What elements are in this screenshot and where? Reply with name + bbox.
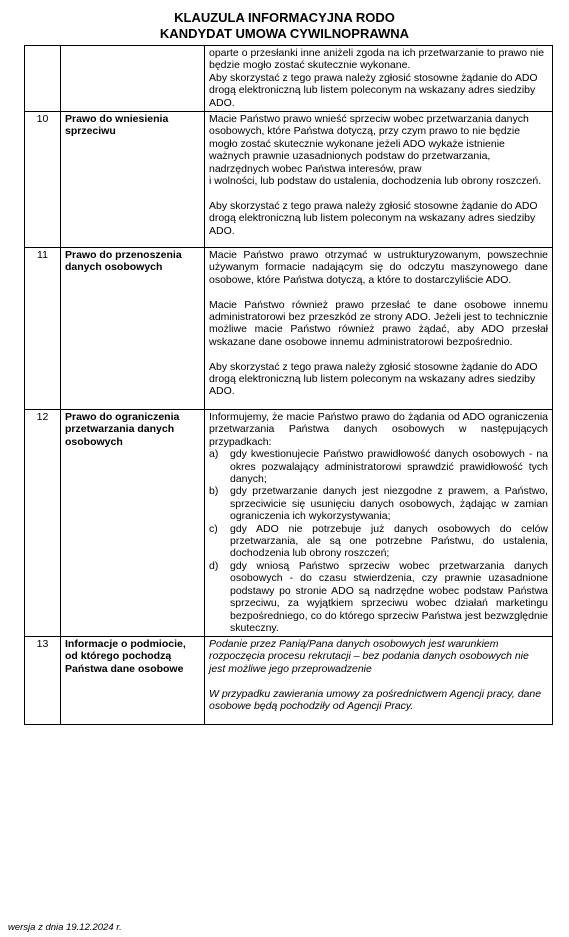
page-title xyxy=(0,10,569,42)
list-item xyxy=(209,523,548,560)
list-item xyxy=(209,448,548,485)
paragraph: Aby skorzystać z tego prawa należy zgłosić stosowne żądanie do ADO drogą elektroniczną lub listem poleconym na wskazany adres siedziby ADO. xyxy=(209,199,538,237)
paragraph: Macie Państwo prawo otrzymać w ustrukturyzowanym, powszechnie używanym formacie nadającym się do odczytu maszynowego dane osobowe, które Państwa dotyczą, a które to dostarczyliście ADO. xyxy=(209,249,548,286)
paragraph: Informujemy, że macie Państwo prawo do żądania od ADO ograniczenia przetwarzania Państwa danych osobowych w następujących przypadkach: xyxy=(209,411,548,448)
row-number xyxy=(25,46,61,112)
table-row xyxy=(25,46,553,112)
right-name: Prawo do wniesienia sprzeciwu xyxy=(61,112,205,248)
right-name: Prawo do przenoszenia danych osobowych xyxy=(61,248,205,410)
paragraph: W przypadku zawierania umowy za pośrednictwem Agencji pracy, dane osobowe będą pochodziły od Agencji Pracy. xyxy=(209,687,542,713)
list-item xyxy=(209,560,548,634)
paragraph: i wolności, lub podstaw do ustalenia, dochodzenia lub obrony roszczeń. xyxy=(209,175,542,188)
table-row xyxy=(25,410,553,637)
list-item-text: gdy kwestionujecie Państwo prawidłowość danych osobowych - na okres pozwalający administratorowi sprawdzić prawidłowość tych danych; xyxy=(230,448,548,486)
paragraph: Macie Państwo prawo wnieść sprzeciw wobec przetwarzania danych osobowych, które Państwa dotyczą, przy czym prawo to nie będzie mogło zostać skutecznie wykonane jeżeli ADO wykaże istnienie ważnych prawnie uzasadnionych podstaw do przetwarzania, nadrzędnych wobec Państwa interesów, praw xyxy=(209,113,529,175)
version-note: wersja z dnia 19.12.2024 r. xyxy=(8,922,122,933)
list-item xyxy=(209,485,548,522)
case-list xyxy=(209,448,548,634)
list-item-text: gdy wniosą Państwo sprzeciw wobec przetwarzania danych osobowych - do czasu stwierdzenia, czy prawnie uzasadnione podstawy po stronie ADO są nadrzędne wobec podstaw Państwa sprzeciwu, za wyjątkiem sprzeciwu wobec działań marketingu bezpośredniego, co do którego sprzeciw Państwa jest bezwzględnie skuteczny. xyxy=(230,559,548,634)
paragraph: oparte o przesłanki inne aniżeli zgoda na ich przetwarzanie to prawo nie będzie mogło zostać skutecznie wykonane. xyxy=(209,47,545,72)
table-row xyxy=(25,637,553,725)
right-description xyxy=(205,637,553,725)
row-number: 10 xyxy=(25,112,61,248)
list-marker: a) xyxy=(209,448,219,461)
list-marker: b) xyxy=(209,485,219,498)
right-name: Prawo do ograniczenia przetwarzania danych osobowych xyxy=(61,410,205,637)
right-description xyxy=(205,248,553,410)
row-number: 13 xyxy=(25,637,61,725)
right-description xyxy=(205,46,553,112)
right-description xyxy=(205,410,553,637)
paragraph: Aby skorzystać z tego prawa należy zgłosić stosowne żądanie do ADO drogą elektroniczną lub listem poleconym na wskazany adres siedziby ADO. xyxy=(209,71,538,109)
table-row xyxy=(25,248,553,410)
title-line-1: KLAUZULA INFORMACYJNA RODO xyxy=(174,10,395,25)
rights-table xyxy=(24,45,553,725)
paragraph: Macie Państwo również prawo przesłać te dane osobowe innemu administratorowi bez przeszkód ze strony ADO. Jeżeli jest to technicznie możliwe macie Państwo również prawo żądać, aby ADO przesłał wskazane dane osobowe innemu administratorowi bezpośrednio. xyxy=(209,298,548,348)
paragraph: Podanie przez Panią/Pana danych osobowych jest warunkiem rozpoczęcia procesu rekrutacji – bez podania danych osobowych nie jest możliwe jego przeprowadzenie xyxy=(209,638,529,675)
list-item-text: gdy przetwarzanie danych jest niezgodne z prawem, a Państwo, sprzeciwicie się usunięciu danych osobowych, żądając w zamian ograniczenia ich wykorzystywania; xyxy=(230,485,548,523)
right-description xyxy=(205,112,553,248)
list-marker: d) xyxy=(209,559,219,572)
right-name: Informacje o podmiocie, od którego pochodzą Państwa dane osobowe xyxy=(61,637,205,725)
table-row xyxy=(25,112,553,248)
paragraph: Aby skorzystać z tego prawa należy zgłosić stosowne żądanie do ADO drogą elektroniczną lub listem poleconym na wskazany adres siedziby ADO. xyxy=(209,360,538,398)
list-item-text: gdy ADO nie potrzebuje już danych osobowych do celów przetwarzania, ale są one potrzebne Państwu, do ustalenia, dochodzenia lub obrony roszczeń; xyxy=(230,522,548,560)
row-number: 11 xyxy=(25,248,61,410)
title-line-2: KANDYDAT UMOWA CYWILNOPRAWNA xyxy=(159,26,410,41)
right-name xyxy=(61,46,205,112)
row-number: 12 xyxy=(25,410,61,637)
list-marker: c) xyxy=(209,522,218,535)
